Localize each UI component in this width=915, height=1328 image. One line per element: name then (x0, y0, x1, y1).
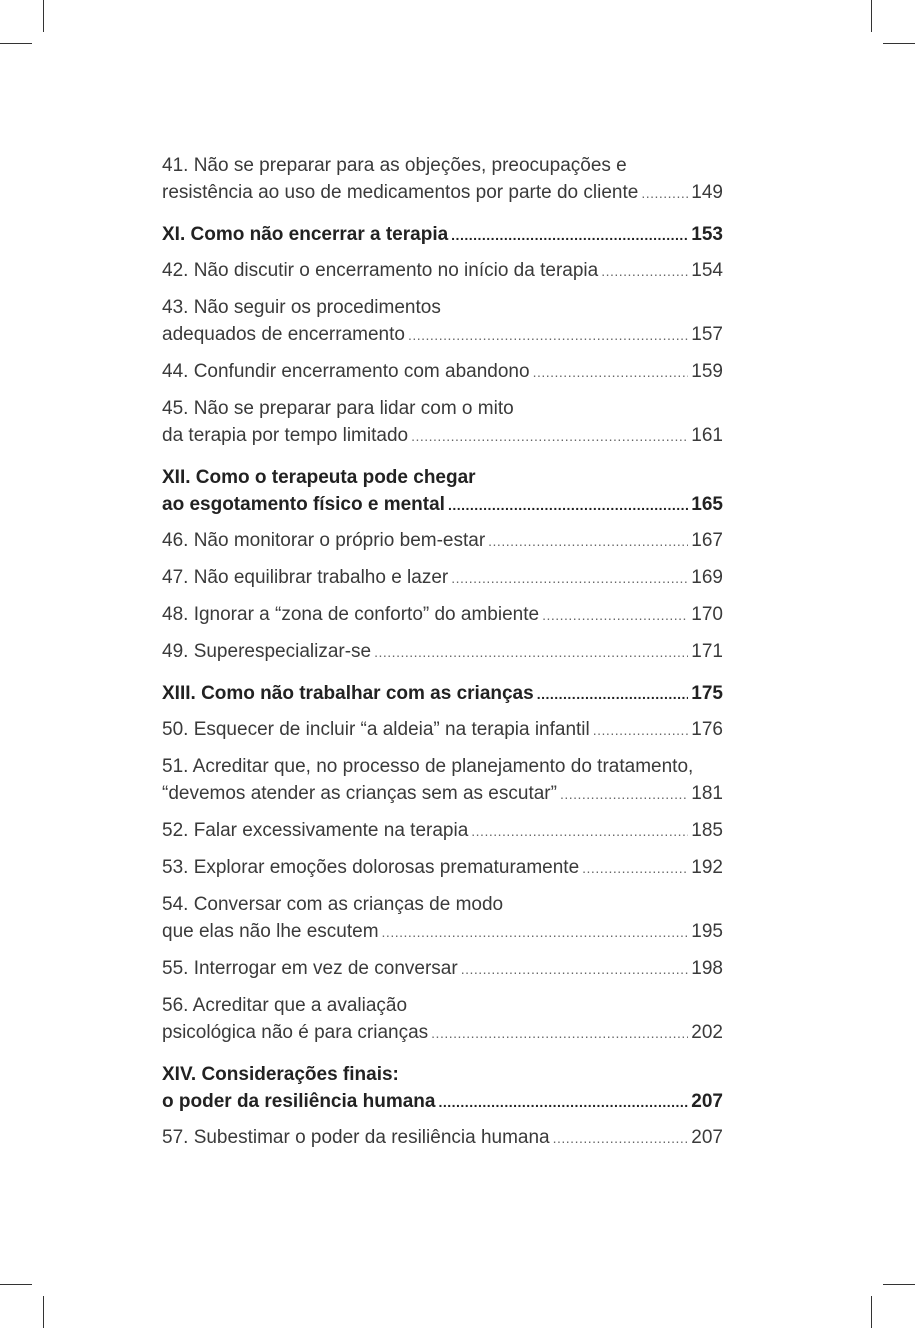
toc-entry-title: da terapia por tempo limitado (162, 425, 409, 446)
toc-item (162, 638, 723, 666)
toc-entry-first-line: 43. Não seguir os procedimentos (162, 297, 441, 318)
toc-page-number: 169 (691, 567, 723, 588)
toc-page-number: 171 (691, 641, 723, 662)
toc-entry-title: XI. Como não encerrar a terapia (162, 224, 449, 245)
toc-page-number: 161 (691, 425, 723, 446)
dot-leader (560, 781, 688, 808)
toc-item (162, 716, 723, 744)
toc-entry-title: 50. Esquecer de incluir “a aldeia” na terapia infantil (162, 719, 590, 740)
toc-item (162, 817, 723, 845)
crop-mark-bottom-right-v (871, 1296, 872, 1328)
dot-leader (471, 818, 688, 845)
dot-leader (593, 717, 689, 744)
dot-leader (537, 681, 689, 708)
dot-leader (374, 639, 688, 666)
toc-item (162, 152, 723, 207)
toc-page-number: 207 (691, 1127, 723, 1148)
toc-entry-title: o poder da resiliência humana (162, 1091, 436, 1112)
toc-entry-title: ao esgotamento físico e mental (162, 494, 445, 515)
table-of-contents (162, 152, 723, 1161)
toc-page-number: 198 (691, 958, 723, 979)
dot-leader (411, 423, 688, 450)
toc-item (162, 564, 723, 592)
dot-leader (641, 180, 688, 207)
toc-page-number: 175 (691, 683, 723, 704)
toc-entry-title: 52. Falar excessivamente na terapia (162, 820, 469, 841)
toc-entry-title: 49. Superespecializar-se (162, 641, 372, 662)
dot-leader (582, 855, 688, 882)
toc-entry-title: 44. Confundir encerramento com abandono (162, 361, 530, 382)
dot-leader (601, 258, 688, 285)
toc-entry-title: 48. Ignorar a “zona de conforto” do ambiente (162, 604, 540, 625)
toc-item (162, 395, 723, 450)
toc-entry-first-line: 51. Acreditar que, no processo de planejamento do tratamento, (162, 756, 694, 777)
crop-mark-bottom-left-v (43, 1296, 44, 1328)
dot-leader (382, 919, 689, 946)
toc-page-number: 202 (691, 1022, 723, 1043)
toc-item (162, 891, 723, 946)
dot-leader (448, 492, 688, 519)
toc-entry-title: “devemos atender as crianças sem as escutar” (162, 783, 557, 804)
toc-entry-first-line: XIV. Considerações finais: (162, 1064, 399, 1085)
crop-mark-top-right-h (883, 43, 915, 44)
crop-mark-top-right-v (871, 0, 872, 32)
dot-leader (461, 956, 689, 983)
toc-entry-title: 46. Não monitorar o próprio bem-estar (162, 530, 486, 551)
toc-item (162, 753, 723, 808)
toc-entry-first-line: 54. Conversar com as crianças de modo (162, 894, 504, 915)
toc-entry-title: 57. Subestimar o poder da resiliência humana (162, 1127, 550, 1148)
toc-page-number: 176 (691, 719, 723, 740)
toc-entry-first-line: 56. Acreditar que a avaliação (162, 995, 408, 1016)
toc-item (162, 358, 723, 386)
toc-page-number: 185 (691, 820, 723, 841)
toc-item (162, 1124, 723, 1152)
toc-page-number: 167 (691, 530, 723, 551)
dot-leader (431, 1020, 688, 1047)
toc-page-number: 207 (691, 1091, 723, 1112)
toc-page-number: 170 (691, 604, 723, 625)
toc-entry-title: que elas não lhe escutem (162, 921, 379, 942)
dot-leader (488, 528, 688, 555)
toc-page-number: 149 (691, 182, 723, 203)
toc-entry-title: 42. Não discutir o encerramento no início da terapia (162, 260, 599, 281)
toc-page-number: 153 (691, 224, 723, 245)
toc-chapter (162, 680, 723, 708)
toc-entry-title: 55. Interrogar em vez de conversar (162, 958, 458, 979)
toc-page-number: 159 (691, 361, 723, 382)
toc-entry-title: 53. Explorar emoções dolorosas prematuramente (162, 857, 580, 878)
crop-mark-bottom-left-h (0, 1284, 32, 1285)
toc-item (162, 955, 723, 983)
dot-leader (451, 565, 688, 592)
toc-item (162, 992, 723, 1047)
toc-entry-first-line: 41. Não se preparar para as objeções, preocupações e (162, 155, 627, 176)
dot-leader (542, 602, 688, 629)
toc-item (162, 527, 723, 555)
toc-item (162, 257, 723, 285)
toc-chapter (162, 221, 723, 249)
dot-leader (533, 359, 689, 386)
dot-leader (438, 1089, 688, 1116)
toc-entry-title: XIII. Como não trabalhar com as crianças (162, 683, 534, 704)
toc-page-number: 192 (691, 857, 723, 878)
toc-entry-title: psicológica não é para crianças (162, 1022, 429, 1043)
crop-mark-bottom-right-h (883, 1284, 915, 1285)
toc-item (162, 854, 723, 882)
toc-page-number: 165 (691, 494, 723, 515)
toc-page-number: 154 (691, 260, 723, 281)
toc-entry-title: 47. Não equilibrar trabalho e lazer (162, 567, 449, 588)
toc-entry-first-line: 45. Não se preparar para lidar com o mito (162, 398, 514, 419)
toc-page-number: 181 (691, 783, 723, 804)
dot-leader (553, 1125, 689, 1152)
crop-mark-top-left-h (0, 43, 32, 44)
toc-chapter (162, 464, 723, 519)
toc-entry-first-line: XII. Como o terapeuta pode chegar (162, 467, 476, 488)
toc-page-number: 195 (691, 921, 723, 942)
toc-item (162, 294, 723, 349)
toc-entry-title: resistência ao uso de medicamentos por parte do cliente (162, 182, 639, 203)
toc-entry-title: adequados de encerramento (162, 324, 405, 345)
toc-page-number: 157 (691, 324, 723, 345)
dot-leader (408, 322, 688, 349)
toc-chapter (162, 1061, 723, 1116)
crop-mark-top-left-v (43, 0, 44, 32)
toc-item (162, 601, 723, 629)
dot-leader (451, 222, 688, 249)
